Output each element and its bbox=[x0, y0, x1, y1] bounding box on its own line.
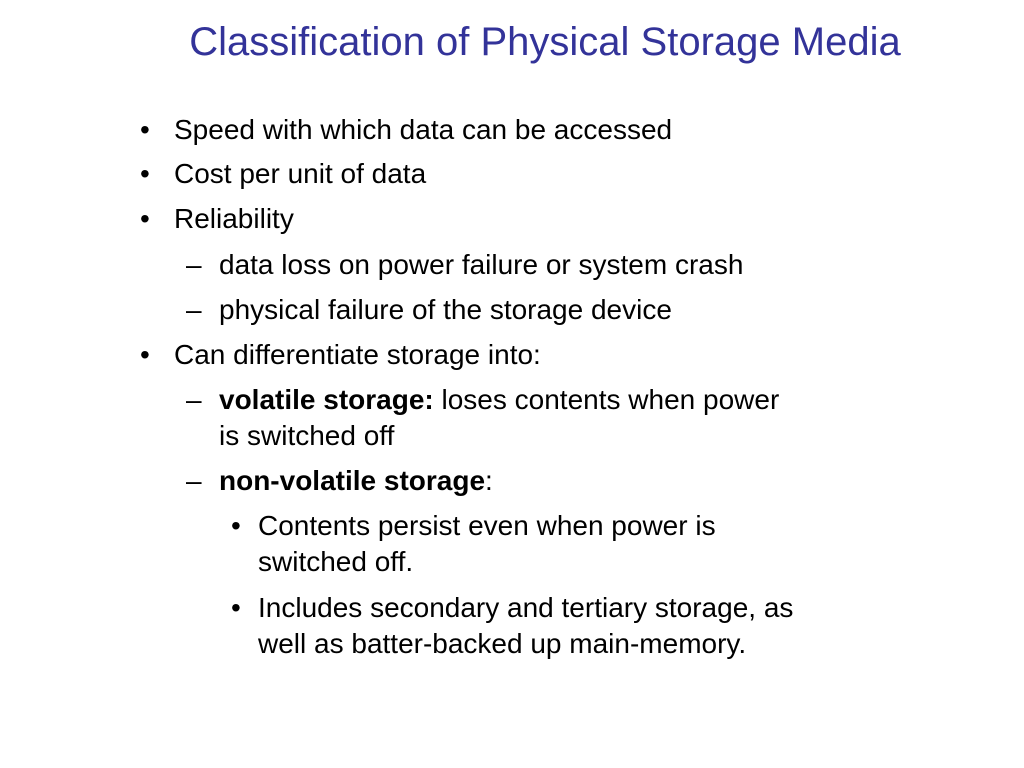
sub-sub-bullet-persist-continued: switched off. bbox=[258, 546, 414, 577]
dash-marker: – bbox=[186, 294, 202, 325]
bullet-marker: • bbox=[140, 158, 150, 189]
nonvolatile-colon: : bbox=[485, 465, 493, 496]
bullet-marker: • bbox=[140, 114, 150, 145]
bullet-cost: Cost per unit of data bbox=[174, 158, 427, 189]
volatile-description-continued: is switched off bbox=[219, 420, 395, 451]
sub-bullet-data-loss: data loss on power failure or system crash bbox=[219, 249, 744, 280]
bullet-differentiate: Can differentiate storage into: bbox=[174, 339, 541, 370]
volatile-term: volatile storage: bbox=[219, 384, 434, 415]
sub-sub-bullet-persist: Contents persist even when power is bbox=[258, 510, 716, 541]
sub-bullet-volatile bbox=[219, 382, 779, 418]
dash-marker: – bbox=[186, 465, 202, 496]
sub-sub-bullet-includes: Includes secondary and tertiary storage, as bbox=[258, 592, 794, 623]
nonvolatile-term: non-volatile storage bbox=[219, 465, 486, 496]
slide-title: Classification of Physical Storage Media bbox=[189, 20, 901, 64]
sub-bullet-nonvolatile bbox=[219, 463, 493, 499]
bullet-speed: Speed with which data can be accessed bbox=[174, 114, 673, 145]
volatile-description: loses contents when power bbox=[433, 384, 780, 415]
bullet-marker: • bbox=[231, 510, 241, 541]
sub-bullet-physical-failure: physical failure of the storage device bbox=[219, 294, 672, 325]
bullet-marker: • bbox=[140, 339, 150, 370]
sub-sub-bullet-includes-continued: well as batter-backed up main-memory. bbox=[258, 628, 747, 659]
dash-marker: – bbox=[186, 384, 202, 415]
bullet-reliability: Reliability bbox=[174, 203, 294, 234]
bullet-marker: • bbox=[140, 203, 150, 234]
dash-marker: – bbox=[186, 249, 202, 280]
bullet-marker: • bbox=[231, 592, 241, 623]
